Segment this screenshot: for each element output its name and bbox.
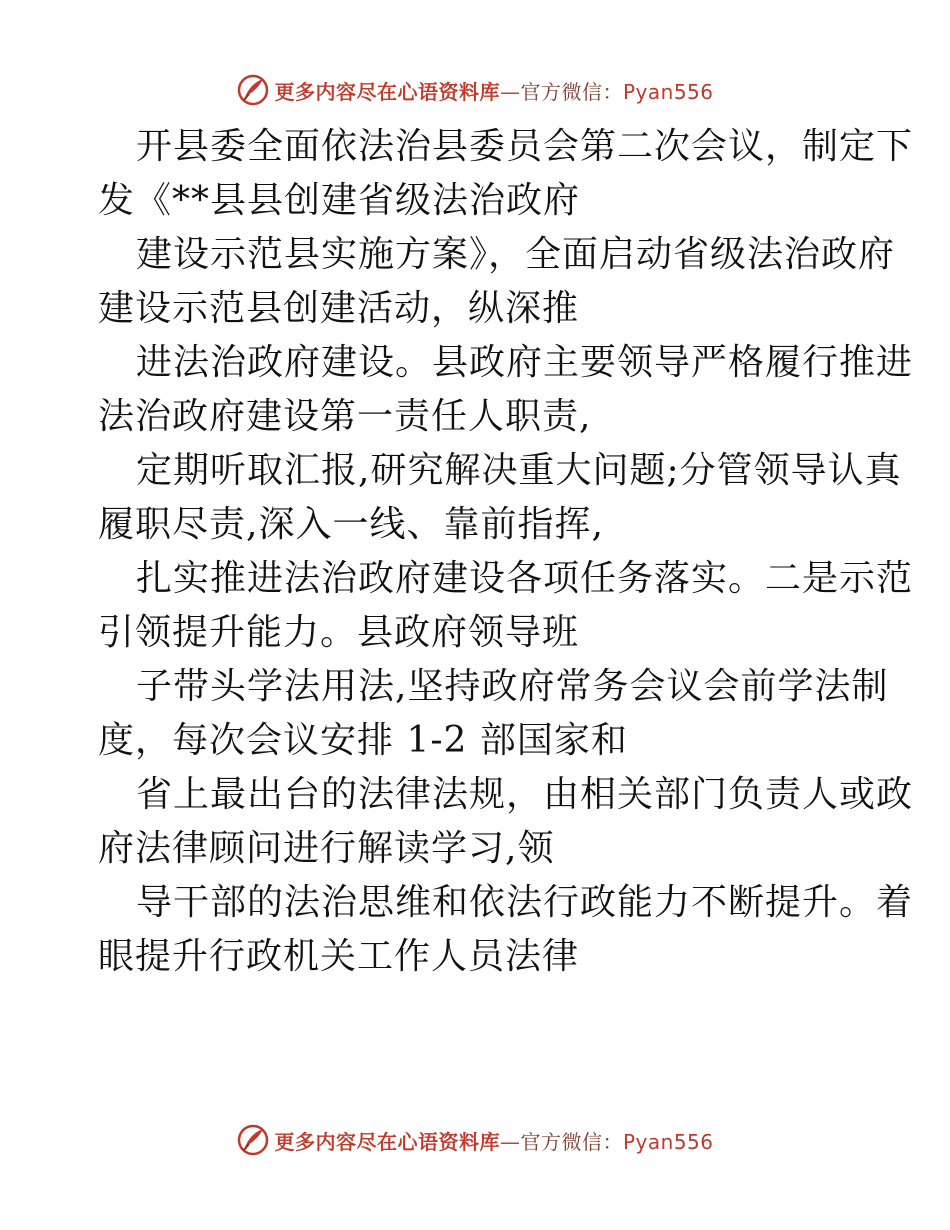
header-dash: — bbox=[499, 79, 521, 104]
paragraph-7 bbox=[98, 768, 914, 876]
header-banner bbox=[0, 70, 950, 110]
text-line: 省上最出台的法律法规，由相关部门负责人或政 bbox=[136, 774, 914, 815]
text-line: 引领提升能力。县政府领导班 bbox=[98, 612, 580, 653]
paragraph-8 bbox=[98, 876, 914, 984]
text-line: 定期听取汇报,研究解决重大问题;分管领导认真 bbox=[136, 450, 902, 491]
footer-dash: — bbox=[499, 1129, 521, 1154]
text-line: 法治政府建设第一责任人职责, bbox=[98, 396, 592, 437]
header-text bbox=[274, 76, 713, 105]
text-line: 建设示范县创建活动，纵深推 bbox=[98, 288, 580, 329]
footer-wechat-label: 官方微信： bbox=[520, 1129, 623, 1154]
footer-brand: 更多内容尽在心语资料库 bbox=[274, 1129, 500, 1154]
paragraph-4 bbox=[98, 444, 902, 552]
footer-wechat-id: Pyan556 bbox=[622, 1129, 714, 1154]
text-line: 扎实推进法治政府建设各项任务落实。二是示范 bbox=[136, 558, 914, 599]
text-line: 度，每次会议安排 1-2 部国家和 bbox=[98, 720, 628, 761]
quill-pen-logo-icon bbox=[236, 1123, 270, 1157]
paragraph-3 bbox=[98, 336, 914, 444]
text-line: 进法治政府建设。县政府主要领导严格履行推进 bbox=[136, 342, 914, 383]
text-line: 履职尽责,深入一线、靠前指挥, bbox=[98, 504, 604, 545]
text-line: 发《**县县创建省级法治政府 bbox=[98, 180, 581, 221]
header-brand: 更多内容尽在心语资料库 bbox=[274, 79, 500, 104]
document-body bbox=[98, 120, 914, 984]
text-line: 开县委全面依法治县委员会第二次会议，制定下 bbox=[136, 126, 914, 167]
header-wechat-id: Pyan556 bbox=[622, 79, 714, 104]
header-wechat-label: 官方微信： bbox=[520, 79, 623, 104]
text-line: 导干部的法治思维和依法行政能力不断提升。着 bbox=[136, 882, 914, 923]
quill-pen-logo-icon bbox=[236, 73, 270, 107]
text-line: 府法律顾问进行解读学习,领 bbox=[98, 828, 555, 869]
footer-text bbox=[274, 1126, 713, 1155]
paragraph-5 bbox=[98, 552, 914, 660]
text-line: 眼提升行政机关工作人员法律 bbox=[98, 936, 580, 977]
footer-banner bbox=[0, 1120, 950, 1160]
paragraph-2 bbox=[98, 228, 896, 336]
text-line: 子带头学法用法,坚持政府常务会议会前学法制 bbox=[136, 666, 889, 707]
paragraph-1 bbox=[98, 120, 914, 228]
text-line: 建设示范县实施方案》，全面启动省级法治政府 bbox=[136, 234, 896, 275]
paragraph-6 bbox=[98, 660, 889, 768]
